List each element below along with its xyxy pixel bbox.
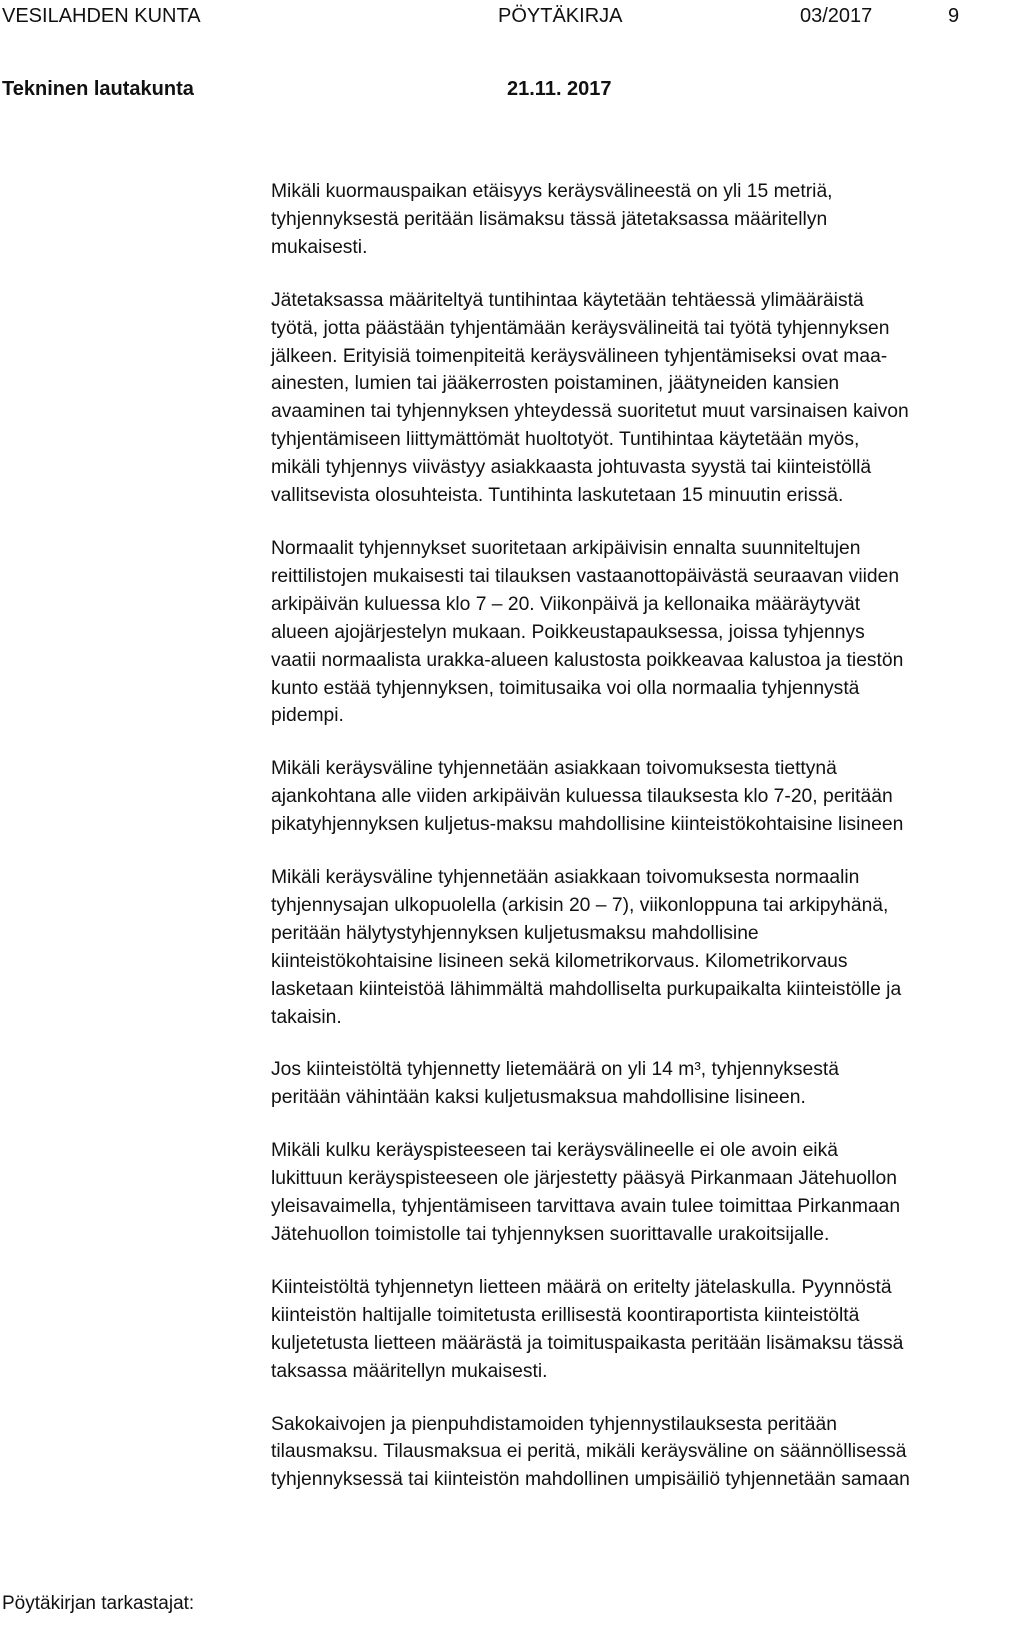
text-line: peritään vähintään kaksi kuljetusmaksua mahdollisine lisineen.: [271, 1087, 806, 1109]
text-line: lasketaan kiinteistöä lähimmältä mahdolliselta purkupaikalta kiinteistölle ja: [271, 978, 902, 1000]
meeting-date: 21.11. 2017: [507, 78, 612, 100]
text-line: jälkeen. Erityisiä toimenpiteitä keräysvälineen tyhjentämiseksi ovat maa-: [271, 345, 888, 367]
text-line: ajankohtana alle viiden arkipäivän kuluessa tilauksesta klo 7-20, peritään: [271, 786, 893, 808]
text-line: työtä, jotta päästään tyhjentämään keräysvälineitä tai työtä tyhjennyksen: [271, 317, 890, 339]
text-line: arkipäivän kuluessa klo 7 – 20. Viikonpäivä ja kellonaika määräytyvät: [271, 593, 861, 615]
document-body: [271, 178, 1023, 1519]
text-line: taksassa määritellyn mukaisesti.: [271, 1360, 548, 1382]
text-line: Mikäli kulku keräyspisteeseen tai keräysvälineelle ei ole avoin eikä: [271, 1140, 838, 1162]
text-line: Normaalit tyhjennykset suoritetaan arkipäivisin ennalta suunniteltujen: [271, 537, 861, 559]
text-line: kuljetetusta lietteen määrästä ja toimituspaikasta peritään lisämaksu tässä: [271, 1332, 904, 1354]
paragraph: [271, 1411, 1023, 1495]
text-line: kiinteistökohtaisine lisineen sekä kilometrikorvaus. Kilometrikorvaus: [271, 950, 848, 972]
text-line: tilausmaksu. Tilausmaksua ei peritä, mikäli keräysväline on säännöllisessä: [271, 1441, 907, 1463]
text-line: alueen ajojärjestelyn mukaan. Poikkeustapauksessa, joissa tyhjennys: [271, 621, 865, 643]
paragraph: [271, 1274, 1023, 1386]
paragraph: [271, 755, 1023, 839]
text-line: vaatii normaalista urakka-alueen kalustosta poikkeavaa kalustoa ja tiestön: [271, 649, 904, 671]
text-line: yleisavaimella, tyhjentämiseen tarvittava avain tulee toimittaa Pirkanmaan: [271, 1196, 901, 1218]
board-name: Tekninen lautakunta: [2, 78, 194, 100]
text-line: Jätehuollon toimistolle tai tyhjennyksen suorittavalle urakoitsijalle.: [271, 1224, 830, 1245]
text-line: vallitsevista olosuhteista. Tuntihinta laskutetaan 15 minuutin erissä.: [271, 485, 844, 507]
footer-reviewers-label: Pöytäkirjan tarkastajat:: [2, 1593, 195, 1614]
text-line: kiinteistön haltijalle toimitetusta erillisestä koontiraportista kiinteistöltä: [271, 1304, 860, 1326]
paragraph: [271, 287, 1023, 510]
text-line: tyhjentämiseen liittymättömät huoltotyöt. Tuntihintaa käytetään myös,: [271, 429, 860, 451]
text-line: Jätetaksassa määriteltyä tuntihintaa käytetään tehtäessä ylimääräistä: [271, 289, 864, 311]
text-line: mikäli tyhjennys viivästyy asiakkaasta johtuvasta syystä tai kiinteistöllä: [271, 457, 872, 479]
text-line: Jos kiinteistöltä tyhjennetty lietemäärä on yli 14 m³, tyhjennyksestä: [271, 1059, 839, 1081]
text-line: mukaisesti.: [271, 236, 368, 258]
page-number: 9: [948, 5, 960, 27]
document-type: PÖYTÄKIRJA: [498, 5, 623, 27]
text-line: tyhjennyksestä peritään lisämaksu tässä jätetaksassa määritellyn: [271, 208, 828, 230]
text-line: pidempi.: [271, 705, 344, 727]
paragraph: [271, 1056, 1023, 1112]
document-number: 03/2017: [800, 5, 873, 27]
text-line: tyhjennysajan ulkopuolella (arkisin 20 – 7), viikonloppuna tai arkipyhänä,: [271, 894, 889, 916]
paragraph: [271, 178, 1023, 262]
text-line: lukittuun keräyspisteeseen ole järjestetty pääsyä Pirkanmaan Jätehuollon: [271, 1168, 897, 1190]
paragraph: [271, 864, 1023, 1031]
text-line: reittilistojen mukaisesti tai tilauksen vastaanottopäivästä seuraavan viiden: [271, 565, 900, 587]
text-line: kunto estää tyhjennyksen, toimitusaika voi olla normaalia tyhjennystä: [271, 677, 860, 699]
text-line: pikatyhjennyksen kuljetus-maksu mahdollisine kiinteistökohtaisine lisineen: [271, 814, 904, 836]
paragraph: [271, 535, 1023, 730]
text-line: Kiinteistöltä tyhjennetyn lietteen määrä on eritelty jätelaskulla. Pyynnöstä: [271, 1276, 892, 1298]
text-line: ainesten, lumien tai jääkerrosten poistaminen, jäätyneiden kansien: [271, 373, 840, 395]
text-line: Mikäli keräysväline tyhjennetään asiakkaan toivomuksesta tiettynä: [271, 758, 837, 780]
text-line: Sakokaivojen ja pienpuhdistamoiden tyhjennystilauksesta peritään: [271, 1413, 837, 1435]
text-line: avaaminen tai tyhjennyksen yhteydessä suoritetut muut varsinaisen kaivon: [271, 401, 909, 423]
text-line: takaisin.: [271, 1006, 342, 1028]
text-line: Mikäli keräysväline tyhjennetään asiakkaan toivomuksesta normaalin: [271, 867, 860, 889]
organization-name: VESILAHDEN KUNTA: [2, 5, 201, 27]
text-line: peritään hälytystyhjennyksen kuljetusmaksu mahdollisine: [271, 922, 759, 944]
text-line: Mikäli kuormauspaikan etäisyys keräysvälineestä on yli 15 metriä,: [271, 181, 833, 202]
text-line: tyhjennyksessä tai kiinteistön mahdollinen umpisäiliö tyhjennetään samaan: [271, 1469, 910, 1491]
paragraph: [271, 1137, 1023, 1249]
